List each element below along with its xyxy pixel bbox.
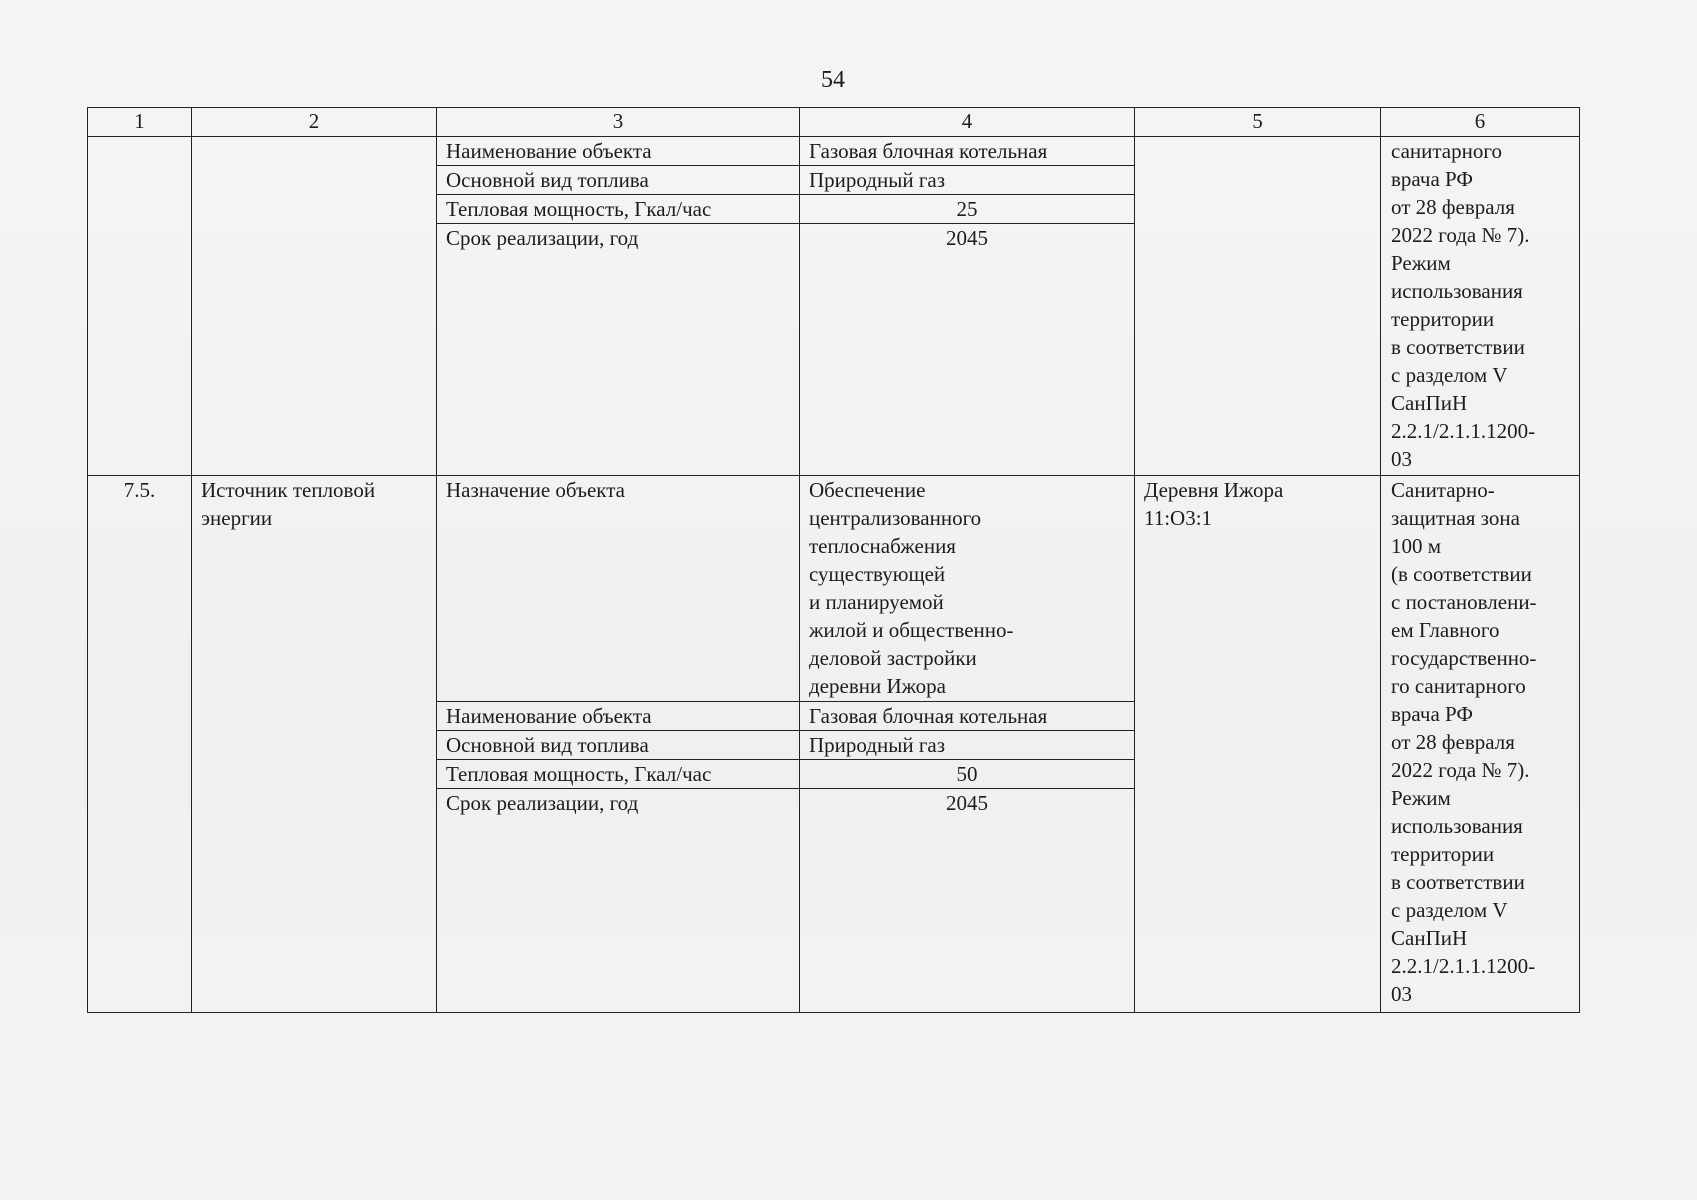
param-label: Основной вид топлива <box>437 731 800 760</box>
table-row <box>88 476 1580 702</box>
param-value: 2045 <box>800 789 1135 1013</box>
row-number-cell: 7.5. <box>88 476 192 1013</box>
header-cell-3: 3 <box>437 108 800 137</box>
header-cell-4: 4 <box>800 108 1135 137</box>
object-table <box>87 107 1580 1013</box>
param-label: Срок реализации, год <box>437 789 800 1013</box>
object-type-cell: Источник тепловой энергии <box>192 476 437 1013</box>
param-value: 25 <box>800 195 1135 224</box>
location-cell: Деревня Ижора 11:О3:1 <box>1135 476 1381 1013</box>
param-label: Назначение объекта <box>437 476 800 702</box>
header-cell-2: 2 <box>192 108 437 137</box>
param-label: Срок реализации, год <box>437 224 800 476</box>
param-value: Газовая блочная котельная <box>800 702 1135 731</box>
table-row <box>88 137 1580 166</box>
param-label: Тепловая мощность, Гкал/час <box>437 195 800 224</box>
param-value: Газовая блочная котельная <box>800 137 1135 166</box>
param-label: Основной вид топлива <box>437 166 800 195</box>
param-value: Обеспечение централизованного теплоснабжения существующей и планируемой жилой и общественно- деловой застройки деревни Ижора <box>800 476 1135 702</box>
page-number: 54 <box>821 67 845 93</box>
param-label: Наименование объекта <box>437 137 800 166</box>
row-number-cell <box>88 137 192 476</box>
header-cell-6: 6 <box>1381 108 1580 137</box>
param-value: Природный газ <box>800 731 1135 760</box>
object-type-cell <box>192 137 437 476</box>
header-cell-5: 5 <box>1135 108 1381 137</box>
param-label: Наименование объекта <box>437 702 800 731</box>
param-value: Природный газ <box>800 166 1135 195</box>
param-value: 50 <box>800 760 1135 789</box>
param-label: Тепловая мощность, Гкал/час <box>437 760 800 789</box>
zone-cell: Санитарно- защитная зона 100 м (в соответствии с постановлени- ем Главного государственно- го санитарного врача РФ от 28 февраля 2022 года № 7). Режим использования территории в соответствии с разделом V СанПиН 2.2.1/2.1.1.1200- 03 <box>1381 476 1580 1013</box>
zone-cell: санитарного врача РФ от 28 февраля 2022 года № 7). Режим использования территории в соответствии с разделом V СанПиН 2.2.1/2.1.1.1200- 03 <box>1381 137 1580 476</box>
location-cell <box>1135 137 1381 476</box>
header-cell-1: 1 <box>88 108 192 137</box>
param-value: 2045 <box>800 224 1135 476</box>
table-header-row <box>88 108 1580 137</box>
